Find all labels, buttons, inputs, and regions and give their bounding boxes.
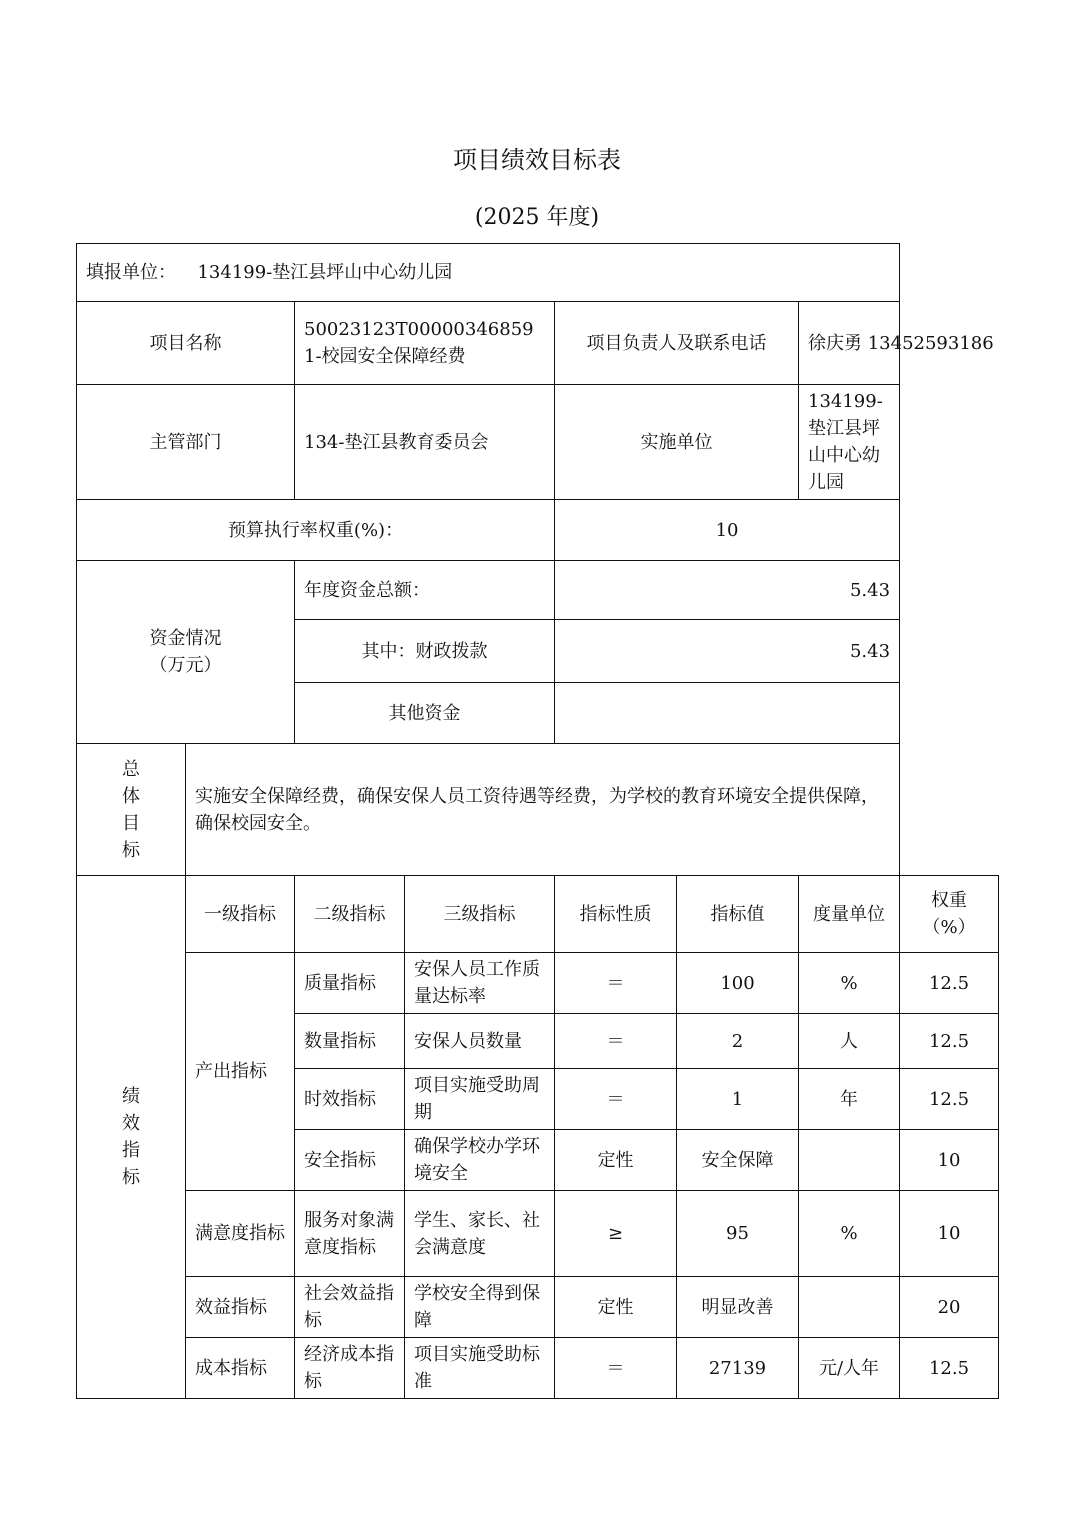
overall-goal-text: 实施安全保障经费，确保安保人员工资待遇等经费，为学校的教育环境安全提供保障，确保校园安全。 <box>186 744 900 876</box>
unit-value: 134199-垫江县坪山中心幼儿园 <box>197 262 453 283</box>
value-cell: 2 <box>677 1014 799 1069</box>
table-row <box>77 1277 999 1338</box>
l2-cell: 服务对象满意度指标 <box>295 1191 405 1277</box>
unit-row <box>77 244 999 302</box>
indicators-label <box>77 876 186 1399</box>
performance-table <box>76 243 999 1399</box>
header-weight: 权重（%） <box>900 876 999 953</box>
funds-fiscal-label: 其中：财政拨款 <box>295 620 555 683</box>
funds-other-label: 其他资金 <box>295 683 555 744</box>
impl-label: 实施单位 <box>555 385 799 500</box>
funds-other-value <box>555 683 900 744</box>
indicators-char: 绩 <box>122 1086 140 1107</box>
nature-cell: ＝ <box>555 1069 677 1130</box>
overall-goal-char: 目 <box>122 812 140 834</box>
l1-cell: 成本指标 <box>186 1338 295 1399</box>
l2-cell: 质量指标 <box>295 953 405 1014</box>
overall-goal-char: 体 <box>122 785 140 807</box>
header-value: 指标值 <box>677 876 799 953</box>
unit-cell <box>77 244 900 302</box>
l2-cell: 数量指标 <box>295 1014 405 1069</box>
unit-cell: 人 <box>799 1014 900 1069</box>
l3-cell: 安保人员数量 <box>405 1014 555 1069</box>
funds-label-line2: （万元） <box>149 655 222 676</box>
unit-cell <box>799 1277 900 1338</box>
page-subtitle: (2025 年度) <box>474 205 600 230</box>
weight-cell: 10 <box>900 1191 999 1277</box>
header-unit: 度量单位 <box>799 876 900 953</box>
project-name-label: 项目名称 <box>77 302 295 385</box>
value-cell: 明显改善 <box>677 1277 799 1338</box>
value-cell: 100 <box>677 953 799 1014</box>
indicators-char: 指 <box>122 1140 140 1161</box>
header-l3: 三级指标 <box>405 876 555 953</box>
value-cell: 1 <box>677 1069 799 1130</box>
nature-cell: ＝ <box>555 953 677 1014</box>
weight-cell: 12.5 <box>900 1069 999 1130</box>
weight-cell: 12.5 <box>900 1338 999 1399</box>
page-title: 项目绩效目标表 <box>453 146 621 174</box>
funds-label-line1: 资金情况 <box>149 628 222 649</box>
dept-row <box>77 385 999 500</box>
l3-cell: 学生、家长、社会满意度 <box>405 1191 555 1277</box>
unit-cell: 年 <box>799 1069 900 1130</box>
table-row <box>77 953 999 1014</box>
unit-cell: % <box>799 953 900 1014</box>
unit-cell: % <box>799 1191 900 1277</box>
indicator-header-row <box>77 876 999 953</box>
header-l1: 一级指标 <box>186 876 295 953</box>
manager-value: 徐庆勇 13452593186 <box>799 302 900 385</box>
weight-cell: 12.5 <box>900 1014 999 1069</box>
l2-cell: 社会效益指标 <box>295 1277 405 1338</box>
project-name-value: 50023123T000003468591-校园安全保障经费 <box>295 302 555 385</box>
weight-cell: 12.5 <box>900 953 999 1014</box>
l3-cell: 项目实施受助周期 <box>405 1069 555 1130</box>
impl-value: 134199-垫江县坪山中心幼儿园 <box>799 385 900 500</box>
l1-cell: 效益指标 <box>186 1277 295 1338</box>
output-group-label: 产出指标 <box>186 953 295 1191</box>
unit-cell <box>799 1130 900 1191</box>
nature-cell: ＝ <box>555 1014 677 1069</box>
budget-rate-value: 10 <box>555 500 900 561</box>
funds-total-row <box>77 561 999 620</box>
l2-cell: 时效指标 <box>295 1069 405 1130</box>
weight-cell: 10 <box>900 1130 999 1191</box>
l3-cell: 学校安全得到保障 <box>405 1277 555 1338</box>
funds-total-value: 5.43 <box>555 561 900 620</box>
header-l2: 二级指标 <box>295 876 405 953</box>
l2-cell: 安全指标 <box>295 1130 405 1191</box>
weight-cell: 20 <box>900 1277 999 1338</box>
overall-goal-char: 总 <box>122 758 140 780</box>
nature-cell: 定性 <box>555 1277 677 1338</box>
overall-goal-label <box>77 744 186 876</box>
value-cell: 27139 <box>677 1338 799 1399</box>
value-cell: 95 <box>677 1191 799 1277</box>
budget-rate-row <box>77 500 999 561</box>
l3-cell: 安保人员工作质量达标率 <box>405 953 555 1014</box>
l3-cell: 确保学校办学环境安全 <box>405 1130 555 1191</box>
indicators-char: 标 <box>122 1167 140 1188</box>
project-name-row <box>77 302 999 385</box>
l1-cell: 满意度指标 <box>186 1191 295 1277</box>
nature-cell: ≥ <box>555 1191 677 1277</box>
value-cell: 安全保障 <box>677 1130 799 1191</box>
table-row <box>77 1191 999 1277</box>
header-nature: 指标性质 <box>555 876 677 953</box>
l2-cell: 经济成本指标 <box>295 1338 405 1399</box>
unit-label: 填报单位： <box>86 262 176 283</box>
funds-total-label: 年度资金总额： <box>295 561 555 620</box>
nature-cell: ＝ <box>555 1338 677 1399</box>
overall-goal-row <box>77 744 999 876</box>
funds-label <box>77 561 295 744</box>
manager-label: 项目负责人及联系电话 <box>555 302 799 385</box>
l3-cell: 项目实施受助标准 <box>405 1338 555 1399</box>
overall-goal-char: 标 <box>122 839 140 861</box>
funds-fiscal-value: 5.43 <box>555 620 900 683</box>
indicators-char: 效 <box>122 1113 140 1134</box>
nature-cell: 定性 <box>555 1130 677 1191</box>
dept-label: 主管部门 <box>77 385 295 500</box>
unit-cell: 元/人年 <box>799 1338 900 1399</box>
dept-value: 134-垫江县教育委员会 <box>295 385 555 500</box>
budget-rate-label: 预算执行率权重(%)： <box>77 500 555 561</box>
table-row <box>77 1338 999 1399</box>
